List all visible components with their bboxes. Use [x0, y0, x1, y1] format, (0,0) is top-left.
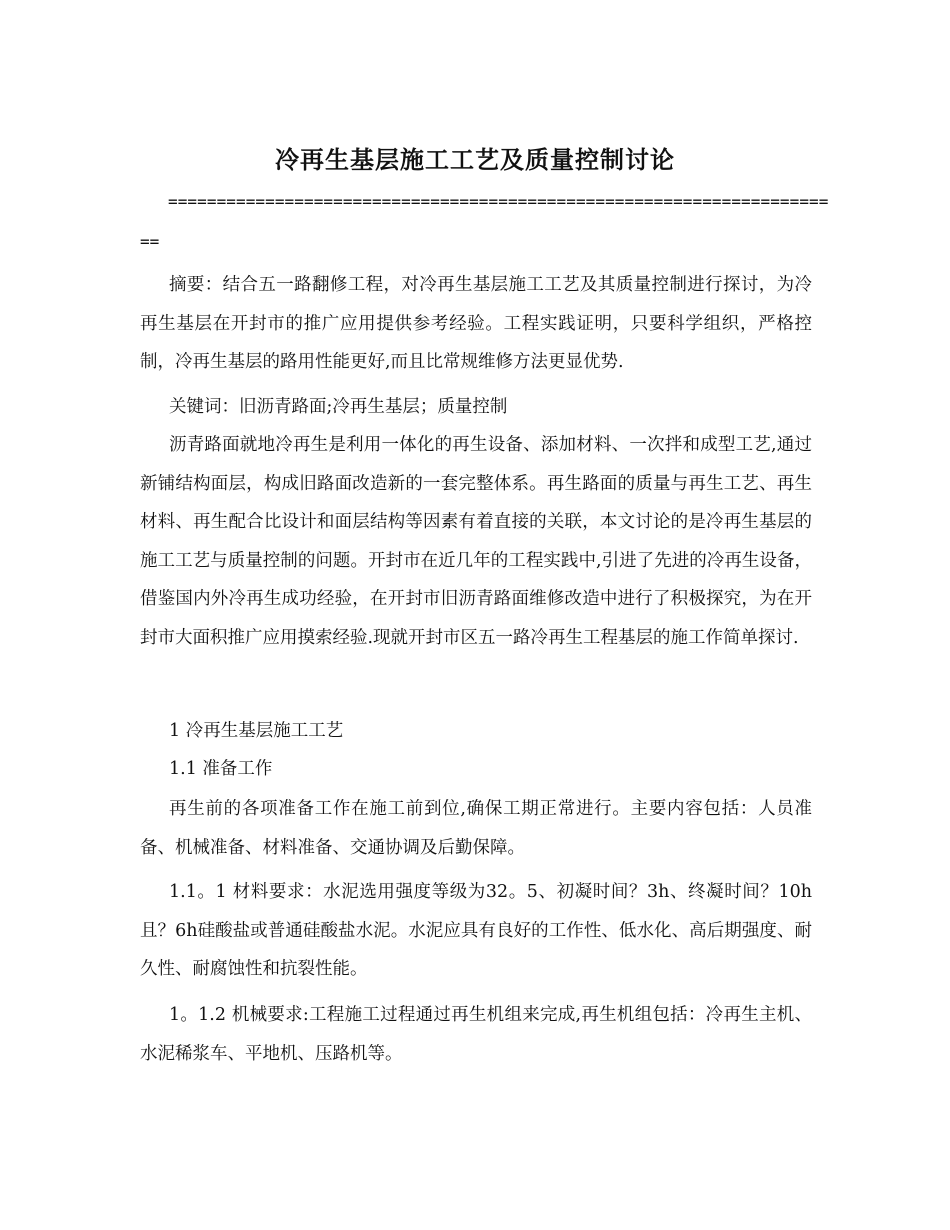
separator-line: ====================================================================	[168, 192, 829, 211]
section-heading-1: 1 冷再生基层施工工艺	[169, 721, 344, 741]
section-heading-1-1: 1.1 准备工作	[169, 759, 273, 779]
document-title: 冷再生基层施工工艺及质量控制讨论	[275, 145, 675, 174]
keywords-paragraph: 关键词：旧沥青路面;冷再生基层；质量控制	[169, 397, 508, 417]
preparation-paragraph: 再生前的各项准备工作在施工前到位,确保工期正常进行。主要内容包括：人员准备、机械准备、材料准备、交通协调及后勤保障。	[140, 799, 812, 858]
machinery-paragraph: 1。1.2 机械要求:工程施工过程通过再生机组来完成,再生机组包括：冷再生主机、水泥稀浆车、平地机、压路机等。	[140, 1005, 812, 1064]
introduction-paragraph: 沥青路面就地冷再生是利用一体化的再生设备、添加材料、一次拌和成型工艺,通过新铺结构面层，构成旧路面改造新的一套完整体系。再生路面的质量与再生工艺、再生材料、再生配合比设计和面层结构等因素有着直接的关联，本文讨论的是冷再生基层的施工工艺与质量控制的问题。开封市在近几年的工程实践中,引进了先进的冷再生设备，借鉴国内外冷再生成功经验，在开封市旧沥青路面维修改造中进行了积极探究，为在开封市大面积推广应用摸索经验.现就开封市区五一路冷再生工程基层的施工作简单探讨.	[140, 435, 812, 648]
abstract-paragraph: 摘要：结合五一路翻修工程，对冷再生基层施工工艺及其质量控制进行探讨，为冷再生基层在开封市的推广应用提供参考经验。工程实践证明，只要科学组织，严格控制，冷再生基层的路用性能更好,而且比常规维修方法更显优势.	[140, 275, 812, 372]
separator-line-continuation: ==	[140, 232, 160, 251]
materials-paragraph: 1.1。1 材料要求：水泥选用强度等级为32。5、初凝时间？3h、终凝时间？10h且？6h硅酸盐或普通硅酸盐水泥。水泥应具有良好的工作性、低水化、高后期强度、耐久性、耐腐蚀性和抗裂性能。	[140, 882, 812, 979]
